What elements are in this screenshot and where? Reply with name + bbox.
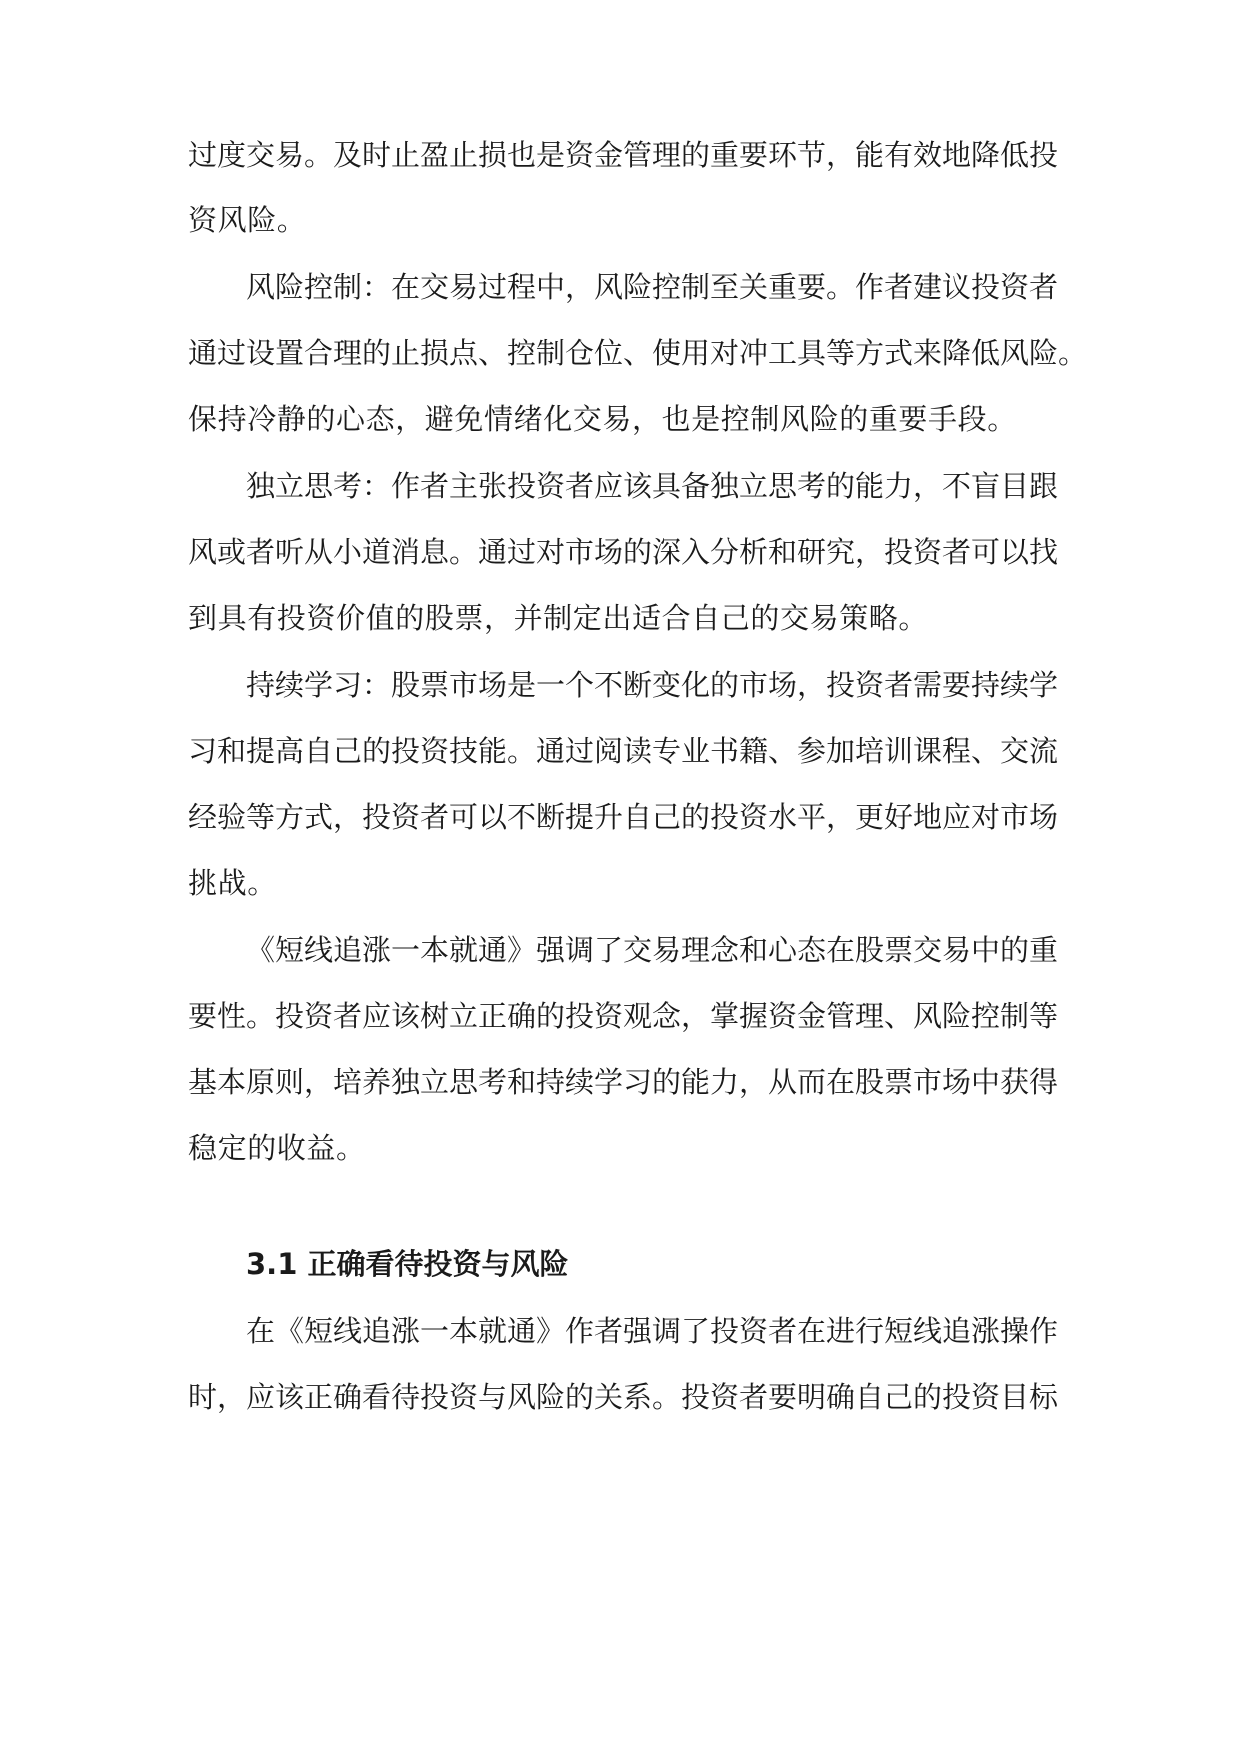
- paragraph-line: 风险控制：在交易过程中，风险控制至关重要。作者建议投资者: [246, 270, 1059, 304]
- paragraph-line: 到具有投资价值的股票，并制定出适合自己的交易策略。: [188, 601, 929, 635]
- section-heading: 3.1 正确看待投资与风险: [246, 1247, 569, 1281]
- paragraph-line: 时，应该正确看待投资与风险的关系。投资者要明确自己的投资目标: [188, 1380, 1059, 1414]
- paragraph-line: 风或者听从小道消息。通过对市场的深入分析和研究，投资者可以找: [188, 535, 1059, 569]
- paragraph-line: 《短线追涨一本就通》强调了交易理念和心态在股票交易中的重: [246, 933, 1059, 967]
- paragraph-line: 持续学习：股票市场是一个不断变化的市场，投资者需要持续学: [246, 668, 1059, 702]
- paragraph-line: 保持冷静的心态，避免情绪化交易，也是控制风险的重要手段。: [188, 402, 1017, 436]
- paragraph-line: 习和提高自己的投资技能。通过阅读专业书籍、参加培训课程、交流: [188, 734, 1059, 768]
- paragraph-line: 稳定的收益。: [188, 1131, 366, 1165]
- paragraph-line: 资风险。: [188, 203, 307, 237]
- paragraph-line: 通过设置合理的止损点、控制仓位、使用对冲工具等方式来降低风险。: [188, 336, 1088, 370]
- paragraph-line: 要性。投资者应该树立正确的投资观念，掌握资金管理、风险控制等: [188, 999, 1059, 1033]
- paragraph-line: 独立思考：作者主张投资者应该具备独立思考的能力，不盲目跟: [246, 469, 1059, 503]
- paragraph-line: 过度交易。及时止盈止损也是资金管理的重要环节，能有效地降低投: [188, 138, 1059, 172]
- paragraph-line: 基本原则，培养独立思考和持续学习的能力，从而在股票市场中获得: [188, 1065, 1059, 1099]
- paragraph-line: 经验等方式，投资者可以不断提升自己的投资水平，更好地应对市场: [188, 800, 1059, 834]
- paragraph-line: 挑战。: [188, 866, 277, 900]
- paragraph-line: 在《短线追涨一本就通》作者强调了投资者在进行短线追涨操作: [246, 1314, 1059, 1348]
